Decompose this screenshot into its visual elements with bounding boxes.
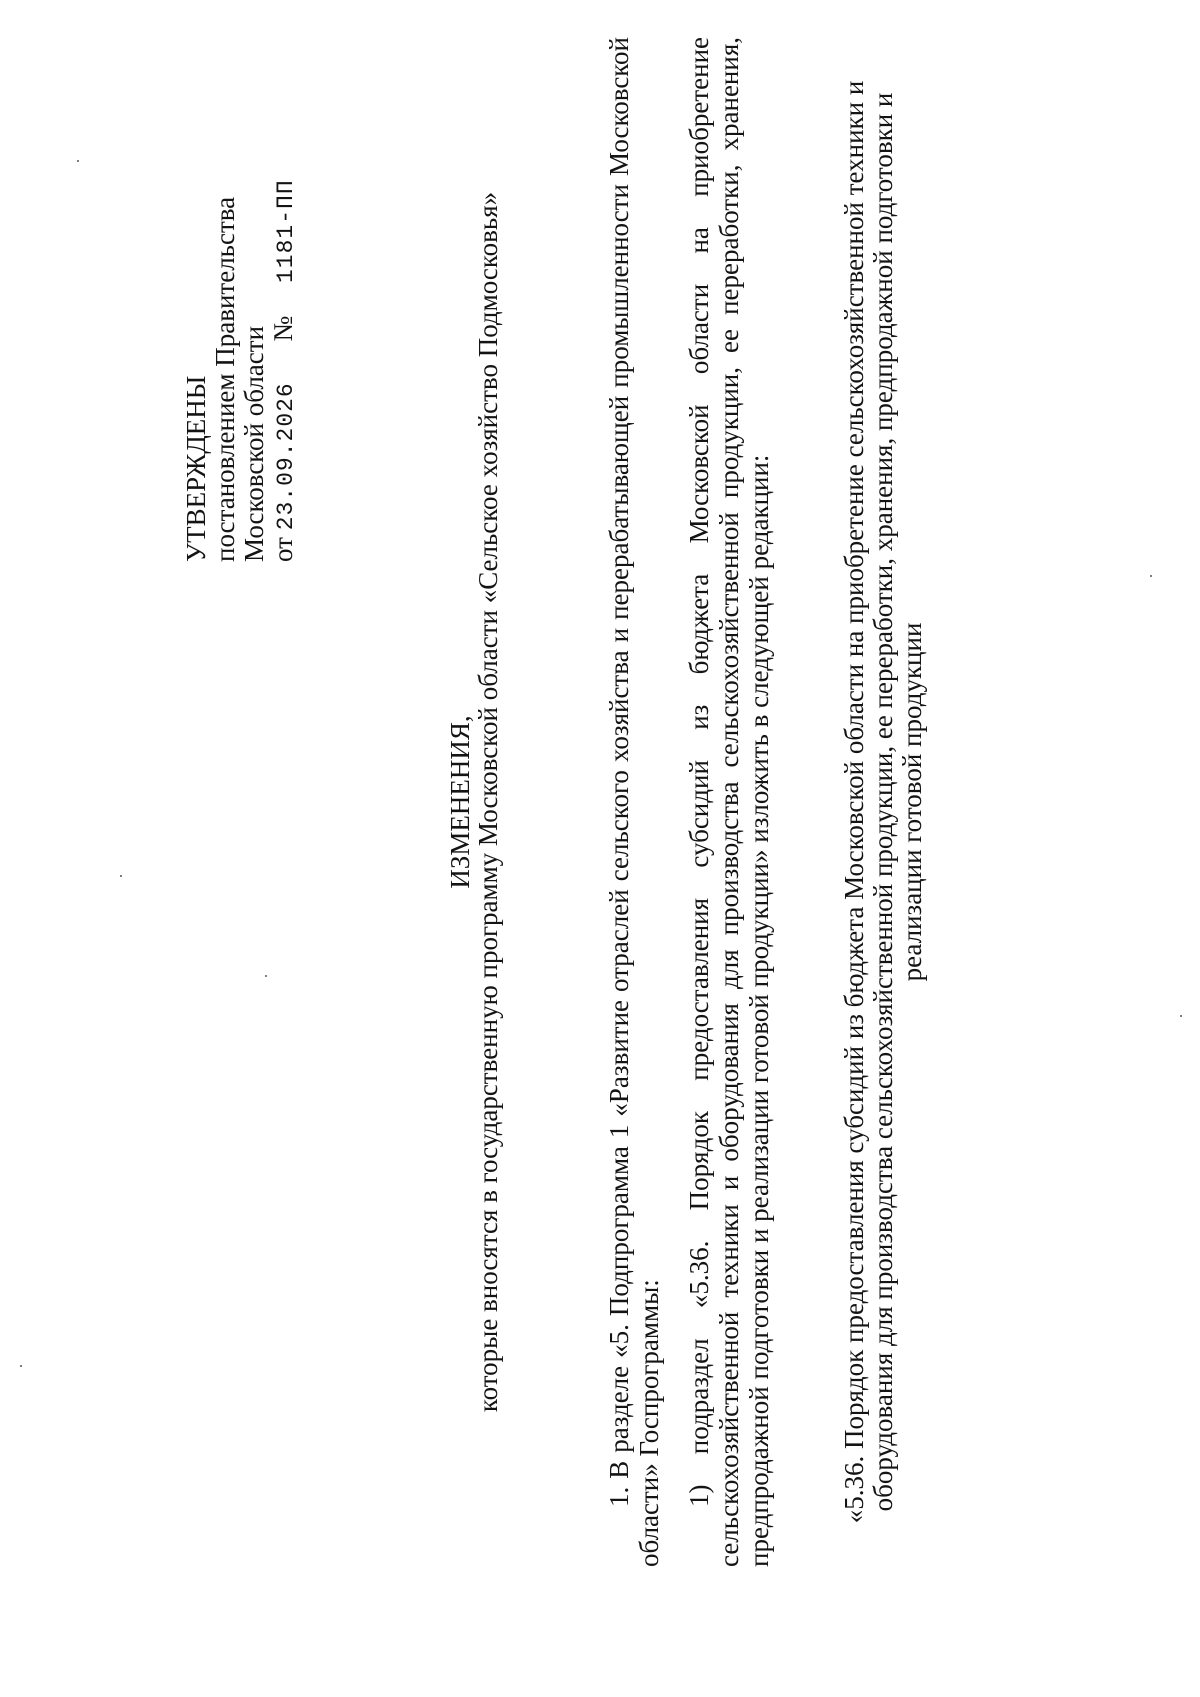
approval-region: Московской области bbox=[239, 325, 269, 562]
paragraph-2: 1) подраздел «5.36. Порядок предоставления субсидий из бюджета Московской области на приобретение сельскохозяйственной техники и оборудования для производства сельскохозяйственной продукции, ее переработки, хранения, предпродажной подготовки и реализации готовой продукции» изложить в следующей редакции: bbox=[684, 37, 774, 1567]
date-prefix: от bbox=[268, 537, 298, 562]
scan-speck bbox=[265, 975, 267, 977]
paragraph-1: 1. В разделе «5. Подпрограмма 1 «Развитие отраслей сельского хозяйства и перерабатывающей промышленности Московской области» Госпрограммы: bbox=[604, 37, 664, 1567]
approval-stamp-block bbox=[182, 179, 301, 562]
approval-date: 23.09.2026 bbox=[273, 382, 299, 531]
scan-speck bbox=[1150, 575, 1152, 577]
scan-speck bbox=[1180, 1015, 1182, 1017]
number-sign: № bbox=[268, 315, 298, 342]
approval-date-line bbox=[269, 179, 301, 562]
scan-speck bbox=[77, 160, 79, 162]
section-heading: «5.36. Порядок предоставления субсидий из бюджета Московской области на приобретение сельскохозяйственной техники и оборудования для производства сельскохозяйственной продукции, ее переработки, хранения, предпродажной подготовки и реализации готовой продукции bbox=[839, 80, 927, 1524]
scan-speck bbox=[20, 1365, 22, 1367]
approval-heading: УТВЕРЖДЕНЫ bbox=[181, 375, 211, 562]
approval-issuer: постановлением Правительства bbox=[210, 196, 240, 562]
document-title bbox=[446, 117, 502, 1487]
scan-speck bbox=[120, 875, 122, 877]
title-heading: ИЗМЕНЕНИЯ, bbox=[445, 715, 475, 889]
approval-number: 1181-ПП bbox=[273, 179, 299, 283]
title-subtitle: которые вносятся в государственную программу Московской области «Сельское хозяйство Подмосковья» bbox=[473, 191, 503, 1413]
document-body bbox=[604, 37, 794, 1567]
